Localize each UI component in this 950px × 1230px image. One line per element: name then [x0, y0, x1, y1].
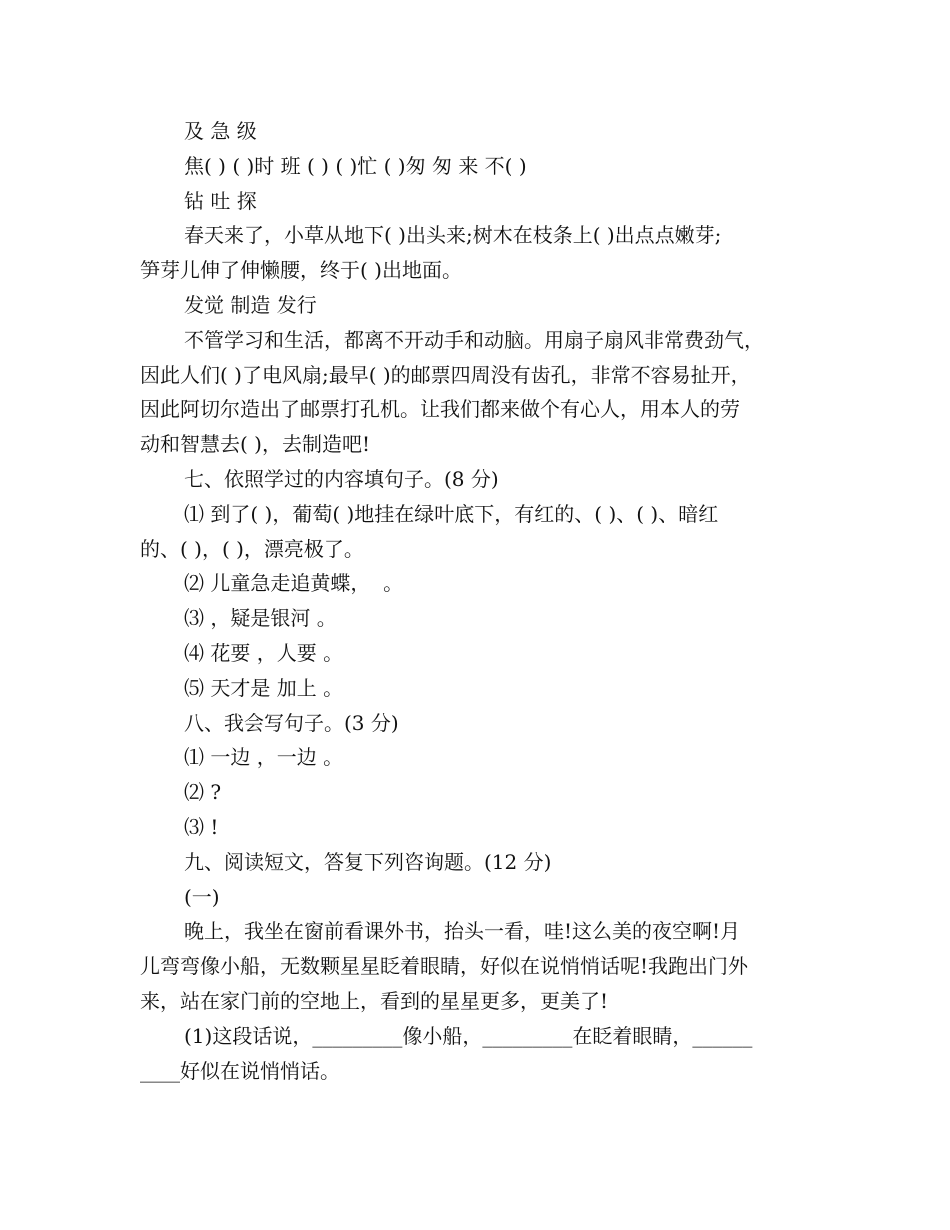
section-heading-8: 八、我会写句子。(3 分): [184, 710, 399, 735]
question-7-5: ⑸ 天才是 加上 。: [184, 675, 344, 700]
question-7-2: ⑵ 儿童急走追黄蝶， 。: [184, 571, 404, 596]
reading-passage-line-2: 儿弯弯像小船，无数颗星星眨着眼睛，好似在说悄悄话呢!我跑出门外: [140, 954, 749, 979]
document-body: [140, 114, 820, 1088]
subsection-label: (一): [184, 884, 220, 909]
question-7-4: ⑷ 花要 ，人要 。: [184, 640, 344, 665]
question-7-3: ⑶ ，疑是银河 。: [184, 606, 337, 631]
question-9-1-line-1: (1)这段话说，_________像小船，_________在眨着眼睛，______: [184, 1023, 753, 1048]
word-choices-faming: 发觉 制造 发行: [184, 292, 317, 317]
section-heading-7: 七、依照学过的内容填句子。(8 分): [184, 466, 499, 491]
fill-blank-idioms: 焦( ) ( )时 班 ( ) ( )忙 ( )匆 匆 来 不( ): [184, 153, 527, 178]
question-8-2: ⑵ ?: [184, 780, 222, 805]
paragraph-invention-line-1: 不管学习和生活，都离不开动手和动脑。用扇子扇风非常费劲气，: [184, 327, 764, 352]
paragraph-spring-line-2: 笋芽儿伸了伸懒腰，终于( )出地面。: [140, 258, 462, 283]
paragraph-invention-line-3: 因此阿切尔造出了邮票打孔机。让我们都来做个有心人，用本人的劳: [140, 397, 740, 422]
question-9-1-line-2: ____好似在说悄悄话。: [140, 1058, 340, 1083]
question-7-1-line-1: ⑴ 到了( )，葡萄( )地挂在绿叶底下，有红的、( )、( )、暗红: [184, 501, 719, 526]
paragraph-invention-line-2: 因此人们( )了电风扇;最早( )的邮票四周没有齿孔，非常不容易扯开，: [140, 362, 751, 387]
question-8-3: ⑶ !: [184, 814, 219, 839]
section-heading-9: 九、阅读短文，答复下列咨询题。(12 分): [184, 849, 552, 874]
paragraph-invention-line-4: 动和智慧去( )，去制造吧!: [140, 432, 370, 457]
word-choices-zuan: 钻 吐 探: [184, 188, 257, 213]
question-7-1-line-2: 的、( )，( )，漂亮极了。: [140, 536, 364, 561]
reading-passage-line-1: 晚上，我坐在窗前看课外书，抬头一看，哇!这么美的夜空啊!月: [184, 919, 741, 944]
word-choices-ji: 及 急 级: [184, 119, 257, 143]
paragraph-spring-line-1: 春天来了，小草从地下( )出头来;树木在枝条上( )出点点嫩芽;: [184, 223, 722, 248]
question-8-1: ⑴ 一边 ，一边 。: [184, 745, 344, 770]
reading-passage-line-3: 来，站在家门前的空地上，看到的星星更多，更美了!: [140, 988, 609, 1013]
